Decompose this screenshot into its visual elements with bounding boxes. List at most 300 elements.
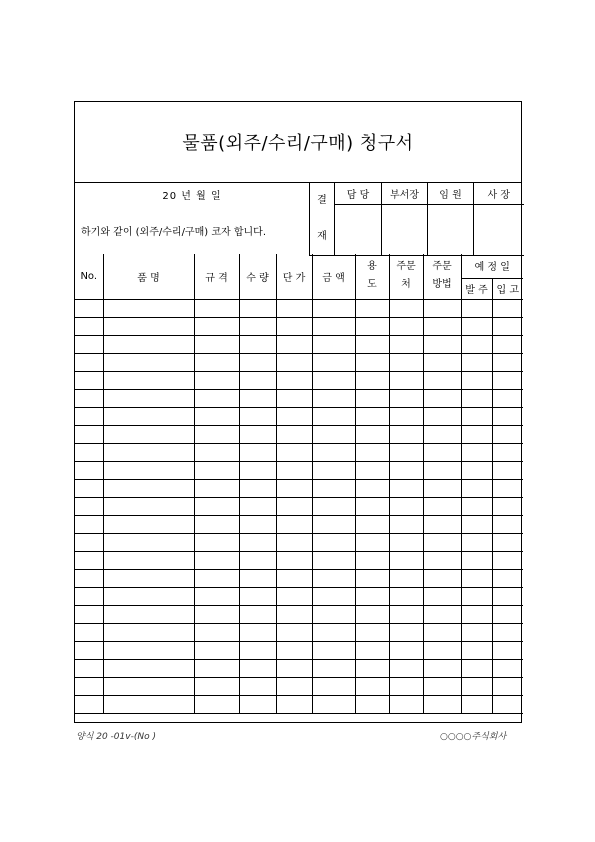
table-cell[interactable] <box>461 335 492 353</box>
table-cell[interactable] <box>276 497 312 515</box>
table-cell[interactable] <box>239 479 276 497</box>
table-cell[interactable] <box>492 569 523 587</box>
col-unit-price: 단 가 <box>276 254 312 299</box>
approval-table <box>309 183 524 256</box>
table-cell[interactable] <box>103 551 194 569</box>
table-cell[interactable] <box>355 551 389 569</box>
table-cell[interactable] <box>389 299 423 317</box>
table-cell[interactable] <box>103 407 194 425</box>
table-cell[interactable] <box>276 389 312 407</box>
table-cell[interactable] <box>276 605 312 623</box>
table-cell[interactable] <box>276 299 312 317</box>
table-cell[interactable] <box>389 479 423 497</box>
table-cell[interactable] <box>75 605 103 623</box>
table-cell[interactable] <box>194 299 239 317</box>
table-cell[interactable] <box>492 551 523 569</box>
table-cell[interactable] <box>355 641 389 659</box>
table-cell[interactable] <box>194 623 239 641</box>
table-row <box>75 641 523 659</box>
table-cell[interactable] <box>239 317 276 335</box>
table-cell[interactable] <box>423 623 461 641</box>
table-cell[interactable] <box>75 317 103 335</box>
table-cell[interactable] <box>103 389 194 407</box>
table-cell[interactable] <box>355 407 389 425</box>
table-cell[interactable] <box>461 425 492 443</box>
table-cell[interactable] <box>194 515 239 533</box>
table-cell[interactable] <box>423 335 461 353</box>
table-row <box>75 335 523 353</box>
table-cell[interactable] <box>492 695 523 713</box>
approval-header-president: 사 장 <box>474 183 524 204</box>
table-cell[interactable] <box>75 443 103 461</box>
table-cell[interactable] <box>423 605 461 623</box>
table-cell[interactable] <box>389 641 423 659</box>
table-cell[interactable] <box>276 515 312 533</box>
table-cell[interactable] <box>355 605 389 623</box>
table-cell[interactable] <box>312 551 355 569</box>
table-cell[interactable] <box>75 497 103 515</box>
col-vendor: 주문 처 <box>389 254 423 299</box>
table-cell[interactable] <box>239 641 276 659</box>
table-cell[interactable] <box>103 659 194 677</box>
table-cell[interactable] <box>276 353 312 371</box>
table-cell[interactable] <box>389 551 423 569</box>
table-cell[interactable] <box>103 587 194 605</box>
table-cell[interactable] <box>103 695 194 713</box>
table-row <box>75 371 523 389</box>
table-cell[interactable] <box>461 353 492 371</box>
table-row <box>75 605 523 623</box>
table-cell[interactable] <box>239 353 276 371</box>
table-row <box>75 407 523 425</box>
table-cell[interactable] <box>461 389 492 407</box>
table-cell[interactable] <box>355 695 389 713</box>
table-cell[interactable] <box>239 425 276 443</box>
table-cell[interactable] <box>194 659 239 677</box>
table-row <box>75 551 523 569</box>
table-row <box>75 695 523 713</box>
table-cell[interactable] <box>103 623 194 641</box>
table-row <box>75 659 523 677</box>
table-cell[interactable] <box>461 443 492 461</box>
table-cell[interactable] <box>276 569 312 587</box>
table-cell[interactable] <box>389 443 423 461</box>
table-cell[interactable] <box>75 551 103 569</box>
table-cell[interactable] <box>389 353 423 371</box>
table-cell[interactable] <box>239 407 276 425</box>
table-cell[interactable] <box>423 515 461 533</box>
table-cell[interactable] <box>312 677 355 695</box>
table-cell[interactable] <box>103 515 194 533</box>
table-cell[interactable] <box>276 533 312 551</box>
table-cell[interactable] <box>492 515 523 533</box>
table-cell[interactable] <box>103 605 194 623</box>
table-cell[interactable] <box>461 641 492 659</box>
table-cell[interactable] <box>355 425 389 443</box>
table-cell[interactable] <box>239 335 276 353</box>
table-cell[interactable] <box>492 677 523 695</box>
table-cell[interactable] <box>75 659 103 677</box>
table-cell[interactable] <box>239 389 276 407</box>
table-cell[interactable] <box>75 371 103 389</box>
table-cell[interactable] <box>312 497 355 515</box>
table-cell[interactable] <box>103 353 194 371</box>
table-cell[interactable] <box>492 299 523 317</box>
table-cell[interactable] <box>276 317 312 335</box>
table-cell[interactable] <box>276 371 312 389</box>
table-cell[interactable] <box>423 659 461 677</box>
table-cell[interactable] <box>355 533 389 551</box>
table-cell[interactable] <box>492 317 523 335</box>
table-cell[interactable] <box>75 353 103 371</box>
table-cell[interactable] <box>194 533 239 551</box>
table-cell[interactable] <box>389 623 423 641</box>
table-cell[interactable] <box>355 317 389 335</box>
table-cell[interactable] <box>492 371 523 389</box>
table-cell[interactable] <box>492 389 523 407</box>
table-cell[interactable] <box>492 587 523 605</box>
form-title: 물품(외주/수리/구매) 청구서 <box>182 133 414 154</box>
approval-sign-dept-head[interactable] <box>382 204 428 255</box>
table-cell[interactable] <box>239 461 276 479</box>
col-schedule: 예 정 일 <box>461 254 523 278</box>
table-cell[interactable] <box>75 299 103 317</box>
table-cell[interactable] <box>355 371 389 389</box>
table-cell[interactable] <box>461 587 492 605</box>
table-cell[interactable] <box>461 497 492 515</box>
table-row <box>75 461 523 479</box>
table-cell[interactable] <box>423 407 461 425</box>
table-cell[interactable] <box>492 443 523 461</box>
table-cell[interactable] <box>75 695 103 713</box>
table-cell[interactable] <box>194 371 239 389</box>
table-cell[interactable] <box>194 605 239 623</box>
table-cell[interactable] <box>423 317 461 335</box>
table-cell[interactable] <box>461 659 492 677</box>
table-cell[interactable] <box>239 497 276 515</box>
approval-sign-executive[interactable] <box>428 204 474 255</box>
table-cell[interactable] <box>389 569 423 587</box>
table-cell[interactable] <box>75 641 103 659</box>
table-cell[interactable] <box>239 371 276 389</box>
table-cell[interactable] <box>423 371 461 389</box>
table-cell[interactable] <box>103 443 194 461</box>
date-line: 20 년 월 일 <box>162 191 222 202</box>
col-item-name: 품 명 <box>103 254 194 299</box>
table-cell[interactable] <box>239 659 276 677</box>
table-cell[interactable] <box>355 353 389 371</box>
table-cell[interactable] <box>75 515 103 533</box>
table-cell[interactable] <box>355 515 389 533</box>
table-row <box>75 623 523 641</box>
table-cell[interactable] <box>492 479 523 497</box>
table-cell[interactable] <box>276 335 312 353</box>
table-cell[interactable] <box>194 677 239 695</box>
table-cell[interactable] <box>103 569 194 587</box>
table-cell[interactable] <box>423 587 461 605</box>
approval-sign-president[interactable] <box>474 204 524 255</box>
table-cell[interactable] <box>423 695 461 713</box>
table-cell[interactable] <box>276 623 312 641</box>
table-cell[interactable] <box>239 443 276 461</box>
table-cell[interactable] <box>355 461 389 479</box>
table-cell[interactable] <box>239 533 276 551</box>
table-cell[interactable] <box>355 497 389 515</box>
table-cell[interactable] <box>389 533 423 551</box>
table-cell[interactable] <box>492 605 523 623</box>
table-cell[interactable] <box>75 479 103 497</box>
table-cell[interactable] <box>492 623 523 641</box>
table-cell[interactable] <box>103 299 194 317</box>
table-cell[interactable] <box>461 317 492 335</box>
table-cell[interactable] <box>194 569 239 587</box>
table-cell[interactable] <box>423 425 461 443</box>
table-cell[interactable] <box>423 533 461 551</box>
table-cell[interactable] <box>355 569 389 587</box>
table-cell[interactable] <box>492 407 523 425</box>
table-cell[interactable] <box>276 479 312 497</box>
table-cell[interactable] <box>492 497 523 515</box>
table-cell[interactable] <box>75 425 103 443</box>
form-frame <box>74 101 522 723</box>
col-qty: 수 량 <box>239 254 276 299</box>
table-cell[interactable] <box>239 551 276 569</box>
table-cell[interactable] <box>389 497 423 515</box>
title-box <box>75 102 521 183</box>
table-cell[interactable] <box>423 461 461 479</box>
approval-side-label: 결 재 <box>310 183 335 256</box>
table-cell[interactable] <box>423 569 461 587</box>
table-cell[interactable] <box>312 335 355 353</box>
table-cell[interactable] <box>194 425 239 443</box>
table-cell[interactable] <box>461 461 492 479</box>
table-cell[interactable] <box>312 515 355 533</box>
table-cell[interactable] <box>389 677 423 695</box>
table-cell[interactable] <box>312 443 355 461</box>
table-cell[interactable] <box>389 407 423 425</box>
company-name: ○○○○주식회사 <box>440 732 507 742</box>
table-cell[interactable] <box>461 569 492 587</box>
table-cell[interactable] <box>461 551 492 569</box>
table-cell[interactable] <box>194 479 239 497</box>
table-cell[interactable] <box>276 659 312 677</box>
table-cell[interactable] <box>423 497 461 515</box>
table-cell[interactable] <box>75 569 103 587</box>
table-cell[interactable] <box>239 695 276 713</box>
table-cell[interactable] <box>103 425 194 443</box>
table-cell[interactable] <box>423 443 461 461</box>
table-cell[interactable] <box>239 605 276 623</box>
table-cell[interactable] <box>194 461 239 479</box>
table-cell[interactable] <box>75 623 103 641</box>
table-cell[interactable] <box>239 569 276 587</box>
table-row <box>75 587 523 605</box>
table-cell[interactable] <box>389 461 423 479</box>
table-row <box>75 677 523 695</box>
col-spec: 규 격 <box>194 254 239 299</box>
table-cell[interactable] <box>389 425 423 443</box>
col-usage: 용 도 <box>355 254 389 299</box>
table-row <box>75 389 523 407</box>
table-cell[interactable] <box>389 371 423 389</box>
table-cell[interactable] <box>423 641 461 659</box>
table-row <box>75 515 523 533</box>
table-cell[interactable] <box>461 515 492 533</box>
table-cell[interactable] <box>276 641 312 659</box>
table-cell[interactable] <box>355 299 389 317</box>
table-cell[interactable] <box>355 389 389 407</box>
table-cell[interactable] <box>103 533 194 551</box>
table-row <box>75 479 523 497</box>
table-cell[interactable] <box>355 677 389 695</box>
approval-header-staff: 담 당 <box>335 183 382 204</box>
table-cell[interactable] <box>312 353 355 371</box>
table-cell[interactable] <box>312 299 355 317</box>
table-cell[interactable] <box>461 695 492 713</box>
table-cell[interactable] <box>103 461 194 479</box>
table-cell[interactable] <box>461 407 492 425</box>
table-cell[interactable] <box>276 695 312 713</box>
table-cell[interactable] <box>461 479 492 497</box>
table-cell[interactable] <box>423 353 461 371</box>
table-cell[interactable] <box>492 353 523 371</box>
table-cell[interactable] <box>75 407 103 425</box>
table-cell[interactable] <box>461 623 492 641</box>
table-cell[interactable] <box>312 587 355 605</box>
table-cell[interactable] <box>75 461 103 479</box>
form-number: 양식 20 -01v-(No ) <box>76 732 156 742</box>
table-cell[interactable] <box>239 299 276 317</box>
table-row <box>75 353 523 371</box>
table-cell[interactable] <box>194 389 239 407</box>
table-cell[interactable] <box>276 587 312 605</box>
table-cell[interactable] <box>389 659 423 677</box>
table-cell[interactable] <box>194 443 239 461</box>
table-cell[interactable] <box>461 605 492 623</box>
table-cell[interactable] <box>75 677 103 695</box>
table-cell[interactable] <box>276 407 312 425</box>
table-cell[interactable] <box>423 479 461 497</box>
table-cell[interactable] <box>239 587 276 605</box>
table-cell[interactable] <box>389 695 423 713</box>
table-cell[interactable] <box>312 641 355 659</box>
col-order-method: 주문 방법 <box>423 254 461 299</box>
request-info <box>75 183 309 254</box>
table-cell[interactable] <box>355 587 389 605</box>
table-cell[interactable] <box>461 677 492 695</box>
table-cell[interactable] <box>276 551 312 569</box>
table-cell[interactable] <box>75 587 103 605</box>
table-cell[interactable] <box>312 569 355 587</box>
table-cell[interactable] <box>312 371 355 389</box>
table-cell[interactable] <box>312 407 355 425</box>
table-cell[interactable] <box>103 497 194 515</box>
table-cell[interactable] <box>194 695 239 713</box>
table-row <box>75 533 523 551</box>
table-cell[interactable] <box>239 677 276 695</box>
table-cell[interactable] <box>103 335 194 353</box>
table-cell[interactable] <box>103 317 194 335</box>
table-cell[interactable] <box>312 389 355 407</box>
table-cell[interactable] <box>389 317 423 335</box>
table-cell[interactable] <box>492 641 523 659</box>
table-cell[interactable] <box>423 299 461 317</box>
table-cell[interactable] <box>312 479 355 497</box>
table-cell[interactable] <box>194 641 239 659</box>
table-cell[interactable] <box>194 407 239 425</box>
table-cell[interactable] <box>461 299 492 317</box>
table-cell[interactable] <box>75 335 103 353</box>
table-cell[interactable] <box>276 677 312 695</box>
table-cell[interactable] <box>75 533 103 551</box>
approval-header-executive: 임 원 <box>428 183 474 204</box>
table-cell[interactable] <box>355 623 389 641</box>
table-cell[interactable] <box>194 551 239 569</box>
table-row <box>75 425 523 443</box>
table-cell[interactable] <box>423 551 461 569</box>
table-cell[interactable] <box>239 515 276 533</box>
table-cell[interactable] <box>461 371 492 389</box>
table-cell[interactable] <box>103 371 194 389</box>
table-cell[interactable] <box>103 641 194 659</box>
table-cell[interactable] <box>75 389 103 407</box>
table-cell[interactable] <box>389 515 423 533</box>
table-cell[interactable] <box>389 587 423 605</box>
table-cell[interactable] <box>239 623 276 641</box>
table-cell[interactable] <box>389 605 423 623</box>
table-cell[interactable] <box>194 335 239 353</box>
table-cell[interactable] <box>312 605 355 623</box>
table-cell[interactable] <box>389 335 423 353</box>
table-cell[interactable] <box>312 659 355 677</box>
table-cell[interactable] <box>312 623 355 641</box>
table-cell[interactable] <box>389 389 423 407</box>
table-cell[interactable] <box>492 659 523 677</box>
table-cell[interactable] <box>492 335 523 353</box>
table-cell[interactable] <box>103 677 194 695</box>
table-cell[interactable] <box>355 479 389 497</box>
table-cell[interactable] <box>355 659 389 677</box>
approval-sign-staff[interactable] <box>335 204 382 255</box>
table-cell[interactable] <box>276 461 312 479</box>
table-cell[interactable] <box>194 587 239 605</box>
table-cell[interactable] <box>312 425 355 443</box>
table-cell[interactable] <box>355 335 389 353</box>
table-cell[interactable] <box>194 353 239 371</box>
table-cell[interactable] <box>276 443 312 461</box>
table-cell[interactable] <box>312 317 355 335</box>
table-cell[interactable] <box>423 389 461 407</box>
table-cell[interactable] <box>312 533 355 551</box>
items-table <box>75 254 523 714</box>
table-cell[interactable] <box>423 677 461 695</box>
table-cell[interactable] <box>194 317 239 335</box>
table-cell[interactable] <box>492 461 523 479</box>
col-amount: 금 액 <box>312 254 355 299</box>
table-cell[interactable] <box>355 443 389 461</box>
table-cell[interactable] <box>492 425 523 443</box>
table-cell[interactable] <box>312 461 355 479</box>
approval-header-dept-head: 부서장 <box>382 183 428 204</box>
table-cell[interactable] <box>461 533 492 551</box>
table-cell[interactable] <box>194 497 239 515</box>
table-cell[interactable] <box>312 695 355 713</box>
table-cell[interactable] <box>492 533 523 551</box>
items-body <box>75 299 523 713</box>
table-row <box>75 569 523 587</box>
table-cell[interactable] <box>103 479 194 497</box>
table-cell[interactable] <box>276 425 312 443</box>
